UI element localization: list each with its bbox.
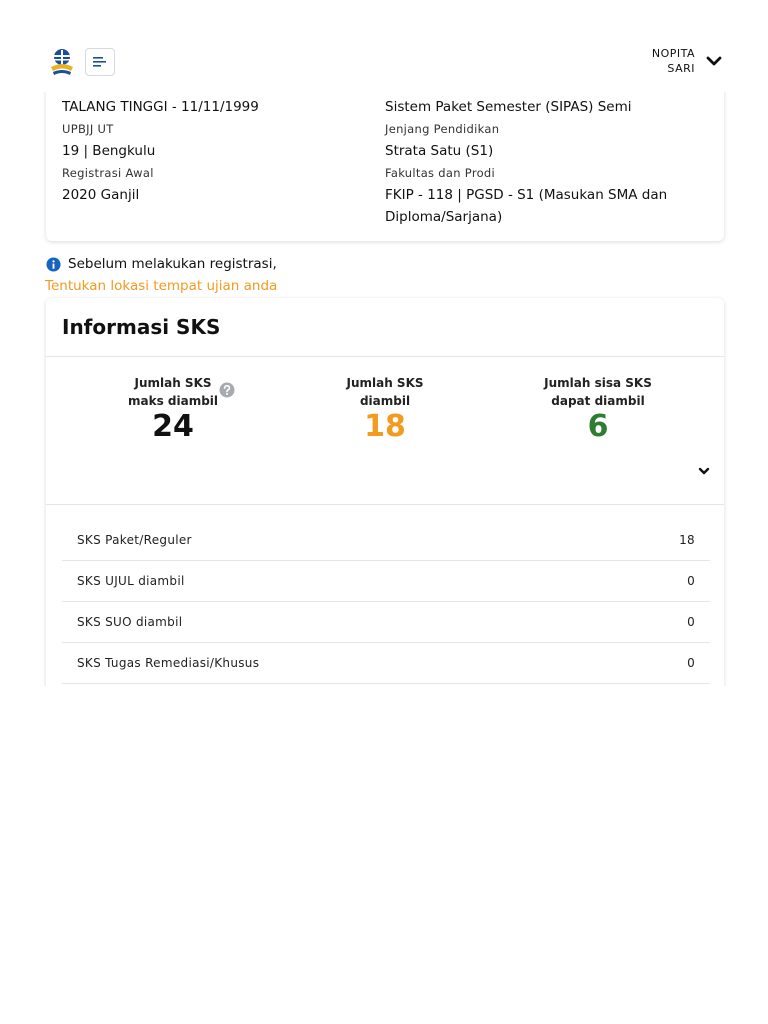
stat-value-remaining: 6 — [587, 409, 609, 444]
registration-notice — [46, 255, 277, 274]
system-info: Sistem Paket Semester (SIPAS) Semi — [385, 99, 632, 115]
ut-logo-icon[interactable] — [48, 47, 76, 77]
stat-label-line2: diambil — [359, 394, 411, 408]
stat-label-line1: Jumlah SKS — [134, 376, 212, 390]
education-level-label: Jenjang Pendidikan — [385, 122, 500, 136]
notice-text: Sebelum melakukan registrasi, — [68, 256, 277, 272]
birth-info: TALANG TINGGI - 11/11/1999 — [62, 99, 259, 115]
stat-label-line2: maks diambil — [127, 394, 219, 408]
divider — [46, 504, 724, 505]
faculty-label: Fakultas dan Prodi — [385, 166, 496, 180]
row-label: SKS Paket/Reguler — [77, 533, 192, 547]
user-last-name: SARI — [667, 62, 695, 75]
stat-taken-sks — [310, 374, 460, 442]
row-label: SKS SUO diambil — [77, 615, 183, 629]
row-value: 0 — [687, 656, 695, 670]
row-value: 0 — [687, 574, 695, 588]
menu-button[interactable] — [85, 48, 115, 76]
stat-label-line2: dapat diambil — [551, 394, 645, 408]
row-label: SKS UJUL diambil — [77, 574, 185, 588]
user-name[interactable] — [652, 46, 695, 76]
education-level-value: Strata Satu (S1) — [385, 143, 494, 159]
stat-label-line1: Jumlah SKS — [346, 376, 424, 390]
registration-label: Registrasi Awal — [62, 166, 154, 180]
registration-value: 2020 Ganjil — [62, 187, 140, 203]
list-item — [62, 643, 710, 684]
stat-remaining-sks — [523, 374, 673, 442]
help-icon[interactable] — [219, 382, 235, 398]
info-icon — [46, 257, 61, 272]
stat-value-taken: 18 — [364, 409, 406, 444]
list-item — [62, 602, 710, 643]
user-first-name: NOPITA — [651, 47, 695, 60]
profile-right-column — [385, 96, 705, 228]
chevron-down-icon[interactable] — [705, 53, 723, 67]
chevron-down-icon[interactable] — [697, 462, 711, 474]
sks-card — [46, 298, 724, 718]
stat-label-line1: Jumlah sisa SKS — [544, 376, 652, 390]
divider — [46, 356, 724, 357]
upbjj-label: UPBJJ UT — [62, 122, 114, 136]
row-value: 18 — [679, 533, 695, 547]
row-label: SKS Tugas Remediasi/Khusus — [77, 656, 260, 670]
row-value: 0 — [687, 615, 695, 629]
sks-detail-list — [62, 520, 710, 684]
list-item — [62, 520, 710, 561]
faculty-value: FKIP - 118 | PGSD - S1 (Masukan SMA dan Diploma/Sarjana) — [385, 187, 668, 225]
sks-title: Informasi SKS — [62, 315, 221, 339]
blank-area — [0, 686, 768, 1024]
stat-value-max: 24 — [152, 409, 194, 444]
list-item — [62, 561, 710, 602]
top-header — [0, 0, 768, 92]
exam-location-link[interactable]: Tentukan lokasi tempat ujian anda — [45, 278, 278, 294]
upbjj-value: 19 | Bengkulu — [62, 143, 156, 159]
profile-left-column — [62, 96, 362, 206]
menu-lines-icon — [93, 56, 107, 68]
